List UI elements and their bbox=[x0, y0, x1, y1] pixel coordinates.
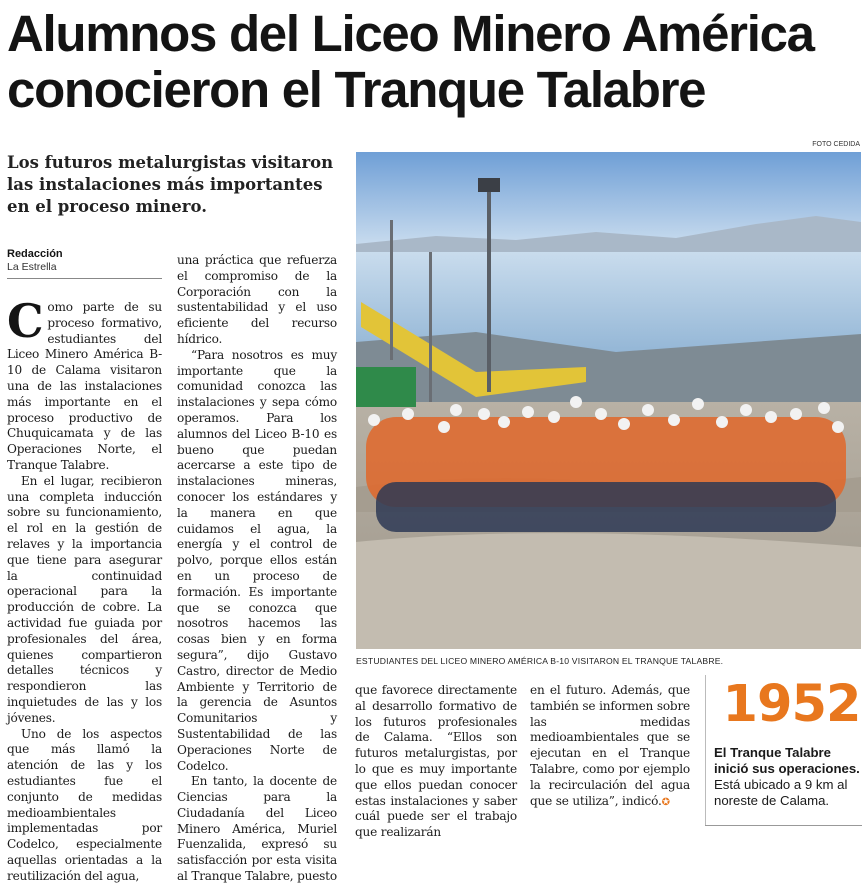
end-mark-icon: ✪ bbox=[661, 796, 670, 808]
photo-caption: ESTUDIANTES DEL LICEO MINERO AMÉRICA B-10 VISITARON EL TRANQUE TALABRE. bbox=[356, 656, 724, 666]
factbox-bottom-rule bbox=[705, 825, 862, 826]
byline bbox=[7, 248, 162, 279]
article-paragraph bbox=[7, 294, 162, 474]
article-paragraph: En tanto, la docente de Ciencias para la Ciudadanía del Liceo Minero América, Muriel Fuenzalida, expresó su satisfacción por esta visita al Tranque Talabre, puesto bbox=[177, 774, 337, 884]
deck-subtitle: Los futuros metalurgistas visitaron las instalaciones más importantes en el proceso minero. bbox=[7, 153, 334, 216]
article-column-4 bbox=[530, 683, 690, 810]
article-paragraph bbox=[530, 683, 690, 810]
article-paragraph: En el lugar, recibieron una completa inducción sobre su funcionamiento, el rol en la gestión de relaves y la importancia que tiene para asegurar la continuidad operacional para la producción de cobre. La actividad fue guiada por profesionales del área, quienes compartieron detalles técnicos y respondieron las inquietudes de las y los jóvenes. bbox=[7, 473, 162, 725]
factbox bbox=[705, 675, 867, 825]
factbox-text-regular: Está ubicado a 9 km al noreste de Calama. bbox=[714, 777, 848, 808]
byline-organization: La Estrella bbox=[7, 261, 57, 273]
headline: Alumnos del Liceo Minero América conocieron el Tranque Talabre bbox=[7, 5, 814, 118]
factbox-text bbox=[714, 745, 867, 809]
article-paragraph: que favorece directamente al desarrollo formativo de los futuros profesionales de Calama. “Ellos son futuros metalurgistas, por lo que es muy importante que ellos puedan conocer estas instalaciones y saber cuál puede ser el trabajo que realizarán bbox=[355, 683, 517, 840]
byline-author: Redacción bbox=[7, 248, 63, 260]
article-text: en el futuro. Además, que también se informen sobre las medidas medioambientales que se ejecutan en el Tranque Talabre, como por ejemplo la recirculación del agua que se utiliza”, indicó. bbox=[530, 683, 690, 808]
article-paragraph: Uno de los aspectos que más llamó la atención de las y los estudiantes fue el conjunto de medidas medioambientales implementadas por Codelco, especialmente aquellas orientadas a la reutilización del agua, bbox=[7, 726, 162, 883]
photo-credit: FOTO CEDIDA bbox=[812, 141, 860, 148]
article-column-2 bbox=[177, 253, 337, 885]
group-photo-illustration bbox=[356, 152, 861, 649]
article-column-1 bbox=[7, 294, 162, 884]
article-text: omo parte de su proceso formativo, estudiantes del Liceo Minero América B-10 de Calama visitaron una de las instalaciones más importante en el proceso productivo de Chuquicamata y de las Operaciones Norte, el Tranque Talabre. bbox=[7, 300, 162, 472]
dropcap: C bbox=[7, 294, 44, 348]
factbox-text-bold: El Tranque Talabre inició sus operaciones. bbox=[714, 745, 860, 776]
article-paragraph: “Para nosotros es muy importante que la comunidad conozca las instalaciones y sepa cómo operamos. Para los alumnos del Liceo B-10 es bueno que puedan acercarse a este tipo de instalaciones mineras, conocer los estándares y la manera en que cuidamos el agua, la energía y el control de polvo, porque ellos están en un proceso de formación. Es importante que se conozca que nosotros hacemos las cosas bien y en forma segura”, dijo Gustavo Castro, director de Medio Ambiente y Territorio de la gerencia de Asuntos Comunitarios y Sustentabilidad de las Operaciones Norte de Codelco. bbox=[177, 347, 337, 773]
article-paragraph: una práctica que refuerza el compromiso de la Corporación con la sustentabilidad y el uso eficiente del recurso hídrico. bbox=[177, 253, 337, 346]
article-column-3 bbox=[355, 683, 517, 841]
factbox-year: 1952 bbox=[722, 675, 861, 734]
article-photo bbox=[356, 152, 861, 649]
